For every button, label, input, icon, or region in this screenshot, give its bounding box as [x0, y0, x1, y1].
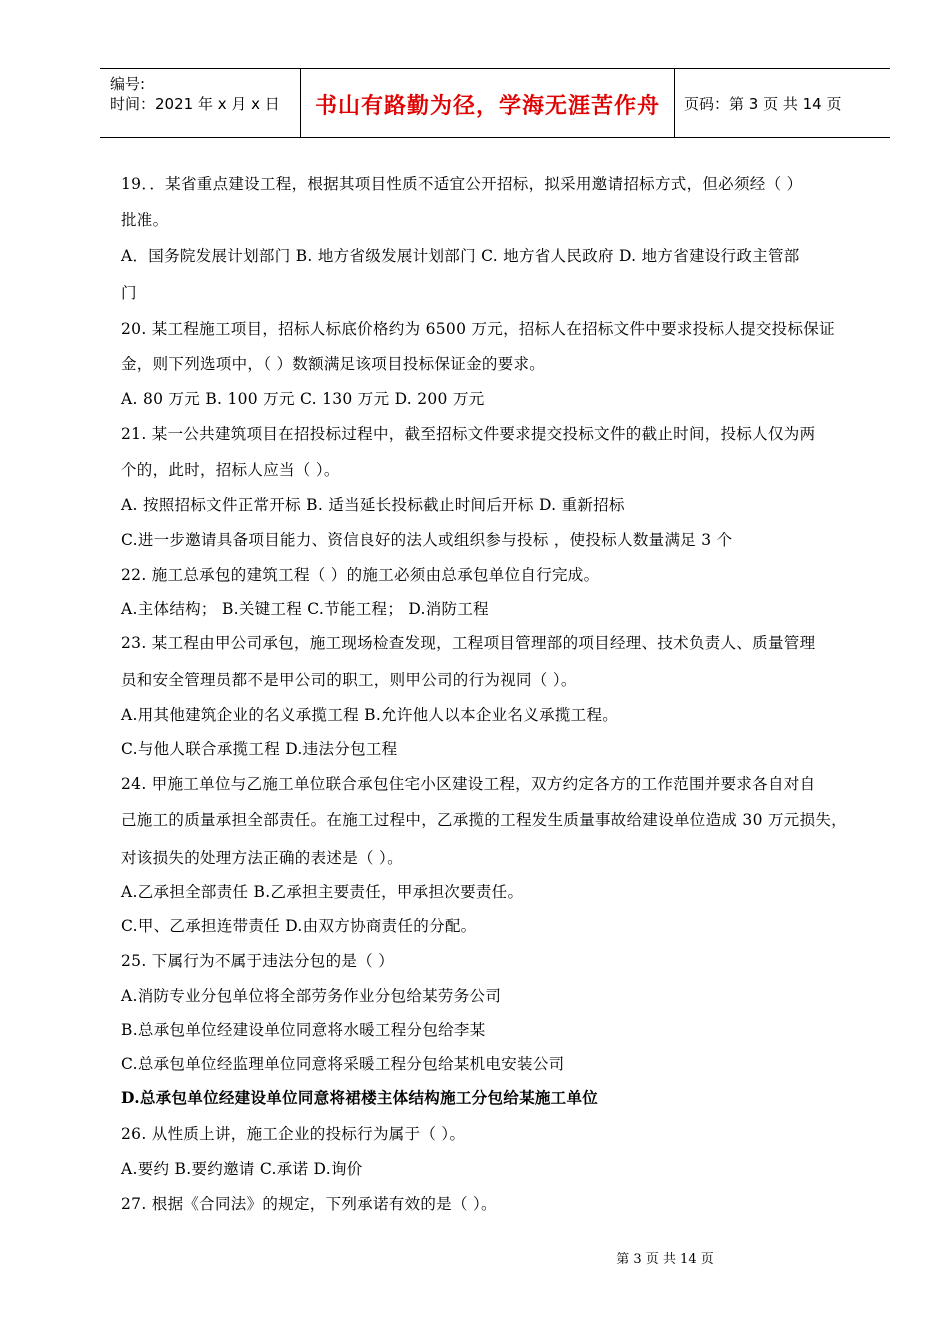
question-22-options: A.主体结构； B.关键工程 C.节能工程； D.消防工程	[121, 600, 489, 618]
header-motto-cell	[300, 69, 675, 137]
question-25-option-b: B.总承包单位经建设单位同意将水暖工程分包给李某	[121, 1021, 486, 1039]
header-right-cell	[674, 69, 890, 137]
question-27: 27. 根据《合同法》的规定，下列承诺有效的是（ ）。	[121, 1195, 497, 1213]
question-23-options-2: C.与他人联合承揽工程 D.违法分包工程	[121, 740, 398, 758]
question-19-options: A．国务院发展计划部门 B. 地方省级发展计划部门 C. 地方省人民政府 D. 地方省建设行政主管部	[121, 247, 800, 265]
question-21-line-1: 21. 某一公共建筑项目在招投标过程中，截至招标文件要求提交投标文件的截止时间，投标人仅为两	[121, 425, 816, 443]
page-code: 页码：第 3 页 共 14 页	[684, 95, 842, 113]
question-23-line-2: 员和安全管理员都不是甲公司的职工，则甲公司的行为视同（ ）。	[121, 671, 577, 689]
question-20-line-2: 金，则下列选项中，（ ）数额满足该项目投标保证金的要求。	[121, 355, 546, 373]
question-24-line-2: 己施工的质量承担全部责任。在施工过程中，乙承揽的工程发生质量事故给建设单位造成 30 万元损失，	[121, 811, 847, 829]
question-24-line-1: 24. 甲施工单位与乙施工单位联合承包住宅小区建设工程，双方约定各方的工作范围并要求各自对自	[121, 775, 816, 793]
question-23-options-1: A.用其他建筑企业的名义承揽工程 B.允许他人以本企业名义承揽工程。	[121, 706, 619, 724]
question-25-option-c: C.总承包单位经监理单位同意将采暖工程分包给某机电安装公司	[121, 1055, 565, 1073]
question-26-options: A.要约 B.要约邀请 C.承诺 D.询价	[121, 1160, 363, 1178]
question-24-options-1: A.乙承担全部责任 B.乙承担主要责任，甲承担次要责任。	[121, 883, 524, 901]
question-21-options-2: C.进一步邀请具备项目能力、资信良好的法人或组织参与投标 ，使投标人数量满足 3 个	[121, 531, 733, 549]
question-25-option-a: A.消防专业分包单位将全部劳务作业分包给某劳务公司	[121, 987, 502, 1005]
question-21-line-2: 个的，此时，招标人应当（ ）。	[121, 461, 340, 479]
question-19-line-1: 19．．某省重点建设工程，根据其项目性质不适宜公开招标，拟采用邀请招标方式，但必须经（ ）	[121, 175, 803, 193]
question-20-line-1: 20. 某工程施工项目，招标人标底价格约为 6500 万元，招标人在招标文件中要求投标人提交投标保证	[121, 320, 835, 338]
question-26: 26. 从性质上讲，施工企业的投标行为属于（ ）。	[121, 1125, 466, 1143]
number-label: 编号:	[110, 75, 146, 93]
question-25: 25. 下属行为不属于违法分包的是（ ）	[121, 952, 395, 970]
question-20-options: A. 80 万元 B. 100 万元 C. 130 万元 D. 200 万元	[121, 390, 485, 408]
question-22: 22. 施工总承包的建筑工程（ ）的施工必须由总承包单位自行完成。	[121, 566, 600, 584]
question-19-options-cont: 门	[121, 284, 137, 302]
footer-page-number: 第 3 页 共 14 页	[616, 1252, 714, 1267]
question-24-line-3: 对该损失的处理方法正确的表述是（ ）。	[121, 849, 403, 867]
question-24-options-2: C.甲、乙承担连带责任 D.由双方协商责任的分配。	[121, 917, 477, 935]
question-21-options-1: A. 按照招标文件正常开标 B. 适当延长投标截止时间后开标 D. 重新招标	[121, 496, 625, 514]
time-label: 时间：2021 年 x 月 x 日	[110, 95, 280, 113]
motto: 书山有路勤为径，学海无涯苦作舟	[314, 93, 660, 119]
question-19-line-2: 批准。	[121, 211, 169, 229]
header-table	[100, 68, 890, 138]
question-25-option-d: D.总承包单位经建设单位同意将裙楼主体结构施工分包给某施工单位	[121, 1088, 599, 1107]
question-23-line-1: 23. 某工程由甲公司承包，施工现场检查发现，工程项目管理部的项目经理、技术负责人、质量管理	[121, 634, 816, 652]
header-left-cell	[100, 69, 300, 137]
page-footer	[0, 1248, 950, 1267]
